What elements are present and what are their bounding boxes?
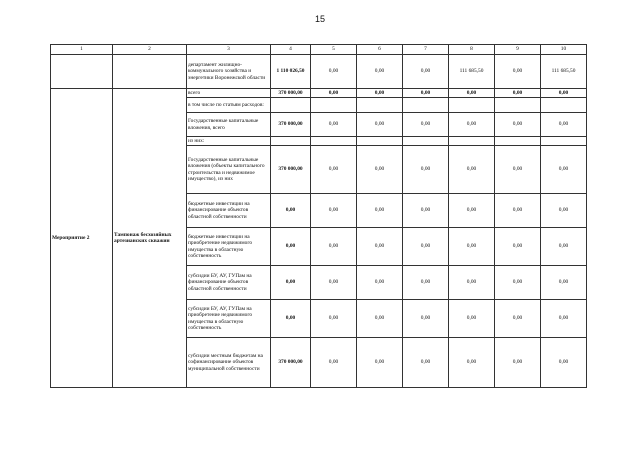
header-cell: 7 bbox=[403, 45, 449, 55]
row-description: в том числе по статьям расходов: bbox=[187, 98, 271, 113]
value-cell bbox=[271, 98, 311, 113]
value-cell: 0,00 bbox=[449, 89, 495, 98]
row-description: субсидии местным бюджетам на софинансирование объектов муниципальной собственности bbox=[187, 338, 271, 388]
header-cell: 5 bbox=[311, 45, 357, 55]
value-cell bbox=[403, 98, 449, 113]
header-cell: 3 bbox=[187, 45, 271, 55]
table-row bbox=[51, 89, 587, 98]
row-description: субсидии БУ, АУ, ГУПам на финансирование объектов областной собственности bbox=[187, 266, 271, 300]
row-description: всего bbox=[187, 89, 271, 98]
row-description: Государственные капитальные вложения, всего bbox=[187, 113, 271, 137]
header-cell: 6 bbox=[357, 45, 403, 55]
value-cell: 370 000,00 bbox=[271, 89, 311, 98]
value-cell: 0,00 bbox=[357, 338, 403, 388]
value-cell: 111 685,50 bbox=[449, 55, 495, 89]
value-cell: 0,00 bbox=[403, 300, 449, 338]
value-cell: 0,00 bbox=[495, 55, 541, 89]
value-cell bbox=[311, 98, 357, 113]
value-cell: 0,00 bbox=[311, 228, 357, 266]
value-cell: 370 000,00 bbox=[271, 113, 311, 137]
value-cell: 0,00 bbox=[311, 300, 357, 338]
value-cell: 0,00 bbox=[271, 228, 311, 266]
value-cell: 0,00 bbox=[403, 113, 449, 137]
value-cell: 0,00 bbox=[449, 194, 495, 228]
empty-cell bbox=[113, 55, 187, 89]
value-cell: 0,00 bbox=[403, 266, 449, 300]
value-cell: 0,00 bbox=[357, 113, 403, 137]
row-description: Государственные капитальные вложения (объекты капитального строительства и недвижимое имущество), из них bbox=[187, 146, 271, 194]
empty-cell bbox=[51, 55, 113, 89]
value-cell: 0,00 bbox=[357, 55, 403, 89]
row-description: субсидии БУ, АУ, ГУПам на приобретение недвижимого имущества в областную собственность bbox=[187, 300, 271, 338]
value-cell: 0,00 bbox=[541, 194, 587, 228]
measure-name: Тампонаж бесхозяйных артезианских скважин bbox=[113, 89, 187, 388]
value-cell: 0,00 bbox=[403, 338, 449, 388]
measure-label: Мероприятие 2 bbox=[51, 89, 113, 388]
header-cell: 2 bbox=[113, 45, 187, 55]
value-cell bbox=[357, 137, 403, 146]
row-description: департамент жилищно-коммунального хозяйства и энергетики Воронежской области bbox=[187, 55, 271, 89]
header-row bbox=[51, 45, 587, 55]
value-cell: 0,00 bbox=[403, 146, 449, 194]
budget-table bbox=[50, 44, 587, 388]
value-cell: 0,00 bbox=[495, 228, 541, 266]
row-description: бюджетные инвестиции на приобретение недвижимого имущества в областную собственность bbox=[187, 228, 271, 266]
value-cell: 0,00 bbox=[311, 338, 357, 388]
value-cell: 370 000,00 bbox=[271, 338, 311, 388]
header-cell: 4 bbox=[271, 45, 311, 55]
value-cell bbox=[541, 137, 587, 146]
value-cell: 0,00 bbox=[357, 266, 403, 300]
value-cell: 0,00 bbox=[541, 89, 587, 98]
value-cell: 0,00 bbox=[495, 194, 541, 228]
value-cell: 1 110 026,50 bbox=[271, 55, 311, 89]
value-cell: 0,00 bbox=[311, 55, 357, 89]
value-cell: 0,00 bbox=[403, 228, 449, 266]
value-cell: 0,00 bbox=[357, 89, 403, 98]
value-cell: 0,00 bbox=[311, 89, 357, 98]
value-cell: 0,00 bbox=[495, 146, 541, 194]
value-cell: 0,00 bbox=[495, 113, 541, 137]
value-cell: 0,00 bbox=[271, 266, 311, 300]
row-description: бюджетные инвестиции на финансирование объектов областной собственности bbox=[187, 194, 271, 228]
value-cell: 0,00 bbox=[403, 89, 449, 98]
value-cell: 0,00 bbox=[541, 338, 587, 388]
value-cell: 0,00 bbox=[449, 228, 495, 266]
value-cell bbox=[357, 98, 403, 113]
value-cell: 0,00 bbox=[449, 338, 495, 388]
value-cell: 0,00 bbox=[449, 266, 495, 300]
header-cell: 10 bbox=[541, 45, 587, 55]
value-cell bbox=[541, 98, 587, 113]
header-cell: 9 bbox=[495, 45, 541, 55]
value-cell: 0,00 bbox=[271, 194, 311, 228]
value-cell: 0,00 bbox=[495, 300, 541, 338]
value-cell bbox=[403, 137, 449, 146]
value-cell bbox=[449, 98, 495, 113]
value-cell: 0,00 bbox=[403, 194, 449, 228]
value-cell: 0,00 bbox=[495, 338, 541, 388]
header-cell: 8 bbox=[449, 45, 495, 55]
value-cell: 0,00 bbox=[495, 266, 541, 300]
value-cell: 0,00 bbox=[449, 113, 495, 137]
value-cell: 0,00 bbox=[541, 266, 587, 300]
page-number: 15 bbox=[314, 14, 325, 24]
value-cell: 0,00 bbox=[449, 300, 495, 338]
value-cell bbox=[495, 98, 541, 113]
value-cell: 111 685,50 bbox=[541, 55, 587, 89]
table-row bbox=[51, 55, 587, 89]
value-cell bbox=[311, 137, 357, 146]
value-cell: 0,00 bbox=[541, 146, 587, 194]
value-cell: 0,00 bbox=[311, 266, 357, 300]
value-cell: 0,00 bbox=[495, 89, 541, 98]
value-cell: 0,00 bbox=[311, 194, 357, 228]
row-description: из них: bbox=[187, 137, 271, 146]
value-cell: 0,00 bbox=[311, 113, 357, 137]
value-cell: 0,00 bbox=[541, 300, 587, 338]
value-cell bbox=[495, 137, 541, 146]
value-cell: 0,00 bbox=[541, 113, 587, 137]
header-cell: 1 bbox=[51, 45, 113, 55]
value-cell: 0,00 bbox=[357, 146, 403, 194]
value-cell bbox=[271, 137, 311, 146]
value-cell: 0,00 bbox=[271, 300, 311, 338]
value-cell bbox=[449, 137, 495, 146]
value-cell: 0,00 bbox=[403, 55, 449, 89]
value-cell: 0,00 bbox=[449, 146, 495, 194]
value-cell: 0,00 bbox=[357, 300, 403, 338]
value-cell: 0,00 bbox=[357, 228, 403, 266]
value-cell: 0,00 bbox=[311, 146, 357, 194]
value-cell: 370 000,00 bbox=[271, 146, 311, 194]
value-cell: 0,00 bbox=[357, 194, 403, 228]
value-cell: 0,00 bbox=[541, 228, 587, 266]
